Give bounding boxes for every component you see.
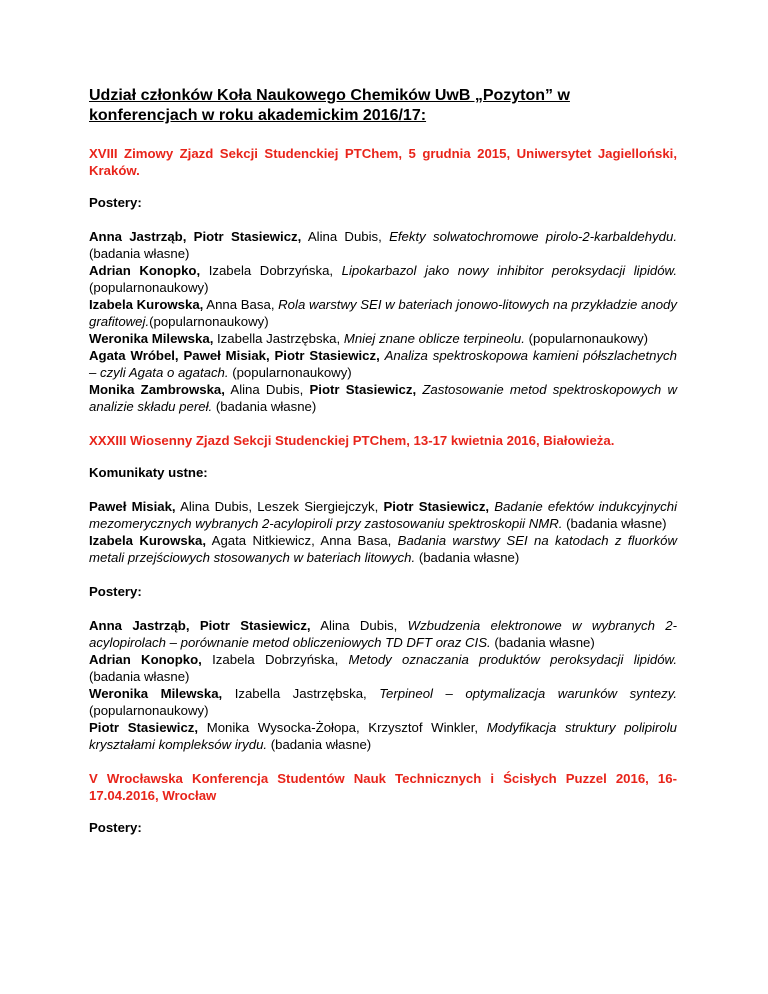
document-page — [89, 86, 677, 853]
entry-list — [89, 228, 677, 415]
section-heading: Komunikaty ustne: — [89, 465, 208, 480]
list-item: Piotr Stasiewicz, Monika Wysocka-Żołopa, Krzysztof Winkler, Modyfikacja struktury polipirolu kryształami kompleksów irydu. (badania własne) — [89, 720, 677, 752]
list-item: Izabela Kurowska, Anna Basa, Rola warstwy SEI w bateriach jonowo-litowych na przykładzie anody grafitowej.(popularnonaukowy) — [89, 297, 677, 329]
section-heading: Postery: — [89, 820, 142, 835]
conference-heading: V Wrocławska Konferencja Studentów Nauk Technicznych i Ścisłych Puzzel 2016, 16-17.04.2016, Wrocław — [89, 771, 677, 803]
list-item: Adrian Konopko, Izabela Dobrzyńska, Metody oznaczania produktów peroksydacji lipidów. (badania własne) — [89, 652, 678, 684]
list-item: Adrian Konopko, Izabela Dobrzyńska, Lipokarbazol jako nowy inhibitor peroksydacji lipidów. (popularnonaukowy) — [89, 263, 678, 295]
list-item: Paweł Misiak, Alina Dubis, Leszek Siergiejczyk, Piotr Stasiewicz, Badanie efektów indukcyjnychi mezomerycznych wybranych 2-acylopiroli przy zastosowaniu spektroskopii NMR. (badania własne) — [89, 499, 677, 531]
section-heading: Postery: — [89, 195, 142, 210]
section-heading: Postery: — [89, 584, 142, 599]
conference-heading: XXXIII Wiosenny Zjazd Sekcji Studenckiej PTChem, 13-17 kwietnia 2016, Białowieża. — [89, 433, 615, 448]
list-item: Weronika Milewska, Izabella Jastrzębska, Mniej znane oblicze terpineolu. (popularnonaukowy) — [89, 331, 649, 346]
entry-list — [89, 498, 677, 566]
list-item: Izabela Kurowska, Agata Nitkiewicz, Anna Basa, Badania warstwy SEI na katodach z fluorków metali przejściowych stosowanych w bateriach litowych. (badania własne) — [89, 533, 677, 565]
entry-list — [89, 617, 677, 753]
page-title: Udział członków Koła Naukowego Chemików UwB „Pozyton” w konferencjach w roku akademickim 2016/17: — [89, 87, 570, 124]
list-item: Monika Zambrowska, Alina Dubis, Piotr Stasiewicz, Zastosowanie metod spektroskopowych w analizie składu pereł. (badania własne) — [89, 382, 677, 414]
conference-heading: XVIII Zimowy Zjazd Sekcji Studenckiej PTChem, 5 grudnia 2015, Uniwersytet Jagielloński, Kraków. — [89, 146, 677, 178]
list-item: Anna Jastrząb, Piotr Stasiewicz, Alina Dubis, Wzbudzenia elektronowe w wybranych 2-acylopirolach – porównanie metod obliczeniowych TD DFT oraz CIS. (badania własne) — [89, 618, 678, 650]
list-item: Weronika Milewska, Izabella Jastrzębska, Terpineol – optymalizacja warunków syntezy. (popularnonaukowy) — [89, 686, 677, 718]
list-item: Agata Wróbel, Paweł Misiak, Piotr Stasiewicz, Analiza spektroskopowa kamieni półszlachetnych – czyli Agata o agatach. (popularnonaukowy) — [89, 348, 677, 380]
list-item: Anna Jastrząb, Piotr Stasiewicz, Alina Dubis, Efekty solwatochromowe pirolo-2-karbaldehydu. (badania własne) — [89, 229, 677, 261]
